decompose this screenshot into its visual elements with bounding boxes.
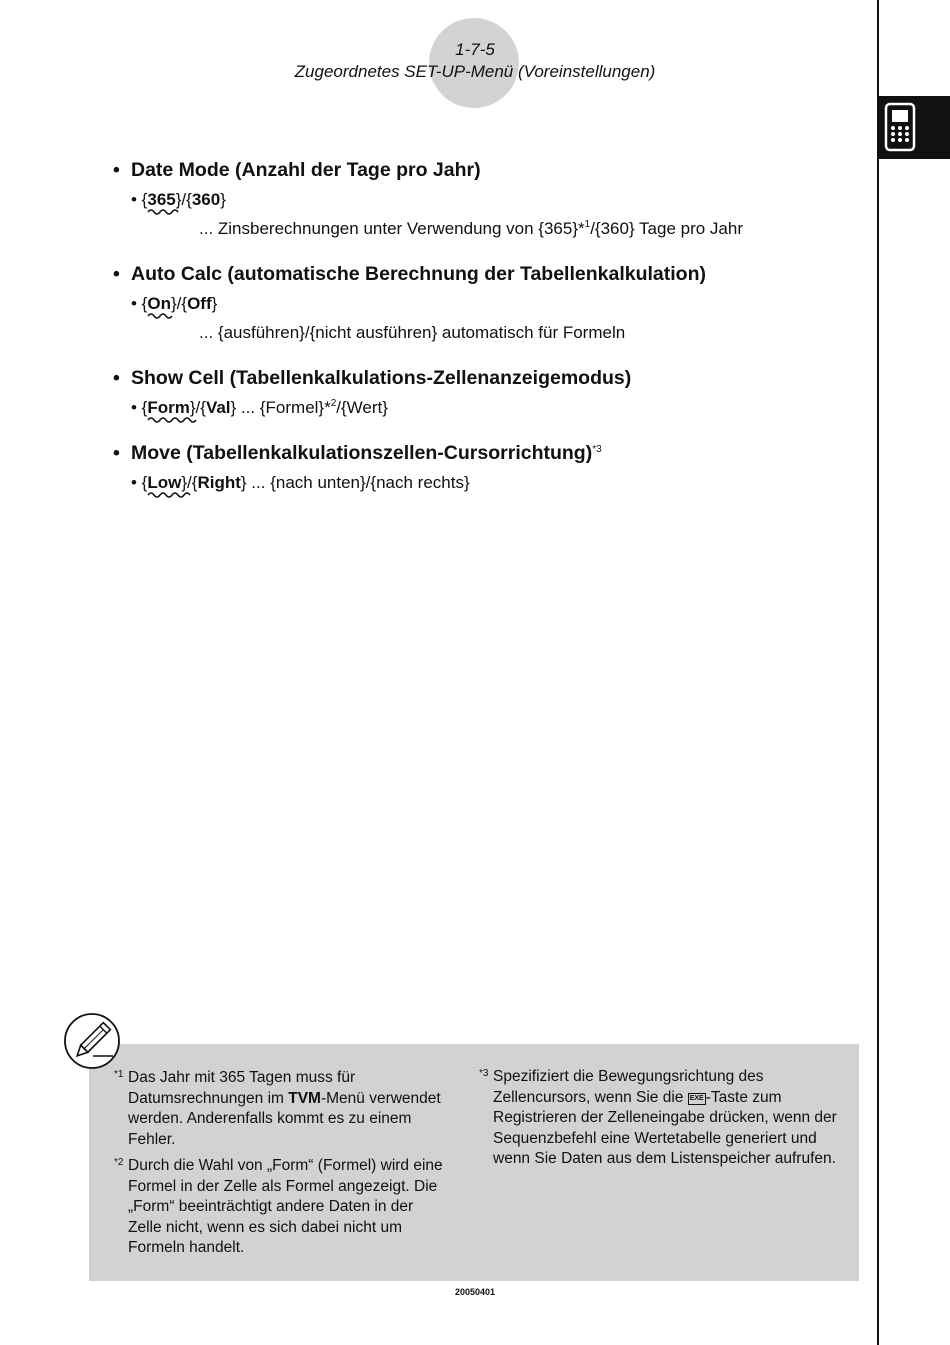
option-line: • {Form }/{Val} ... {Formel}*$^2$/{Wert} xyxy=(131,398,388,418)
footnote-3: *3 Spezifiziert die Bewegungsrichtung des Zellencursors, wenn Sie die EXE -Taste zum Registrieren der Zelleneingabe drücken, wenn der Sequenzbefehl eine Wertetabelle generiert und wenn Sie Daten aus dem Listenspeicher aufrufen. xyxy=(479,1068,837,1167)
section-title: • Show Cell (Tabellenkalkulations-Zellenanzeigemodus) xyxy=(113,367,632,389)
footer-code: 20050401 xyxy=(454,1287,496,1297)
section-title: • Auto Calc (automatische Berechnung der Tabellenkalkulation) xyxy=(113,263,706,285)
exe-key-icon: EXE xyxy=(688,1093,706,1105)
page-number: 1-7-5 xyxy=(455,40,495,59)
chapter-tab xyxy=(879,96,950,159)
pencil-icon xyxy=(63,1012,121,1070)
section-title: • Move (Tabellenkalkulationszellen-Cursorrichtung)$^{*3}$ xyxy=(113,442,602,464)
option-description: ... Zinsberechnungen unter Verwendung von {365}*$^1$/{360} Tage pro Jahr xyxy=(199,219,743,238)
default-wavy-underline xyxy=(147,208,181,216)
option-line: • {On }/{Off} xyxy=(131,294,217,314)
option-description: ... {ausführen}/{nicht ausführen} automatisch für Formeln xyxy=(199,323,626,342)
section-move xyxy=(113,442,602,492)
default-wavy-underline xyxy=(147,312,177,320)
section-auto-calc xyxy=(113,263,706,342)
footnote-1: *1 Das Jahr mit 365 Tagen muss für Datumsrechnungen im TVM-Menü verwendet werden. Anderenfalls kommt es zu einem Fehler. xyxy=(114,1069,441,1148)
page-title: Zugeordnetes SET-UP-Menü (Voreinstellungen) xyxy=(294,62,656,81)
section-date-mode xyxy=(113,159,743,238)
page-edge-line xyxy=(877,0,879,1345)
default-wavy-underline xyxy=(147,491,191,499)
section-title: • Date Mode (Anzahl der Tage pro Jahr) xyxy=(113,159,481,181)
calculator-icon xyxy=(883,102,917,152)
option-line: • {365 }/{360} xyxy=(131,190,226,210)
option-line: • {Low }/{Right} ... {nach unten}/{nach rechts} xyxy=(131,473,470,493)
section-show-cell xyxy=(113,367,632,417)
footnote-2: *2 Durch die Wahl von „Form“ (Formel) wird eine Formel in der Zelle als Formel angezeigt. Die „Form“ beeinträchtigt andere Daten in der Zelle nicht, wenn es sich dabei nicht um Formeln handelt. xyxy=(114,1157,443,1256)
default-wavy-underline xyxy=(147,416,201,424)
